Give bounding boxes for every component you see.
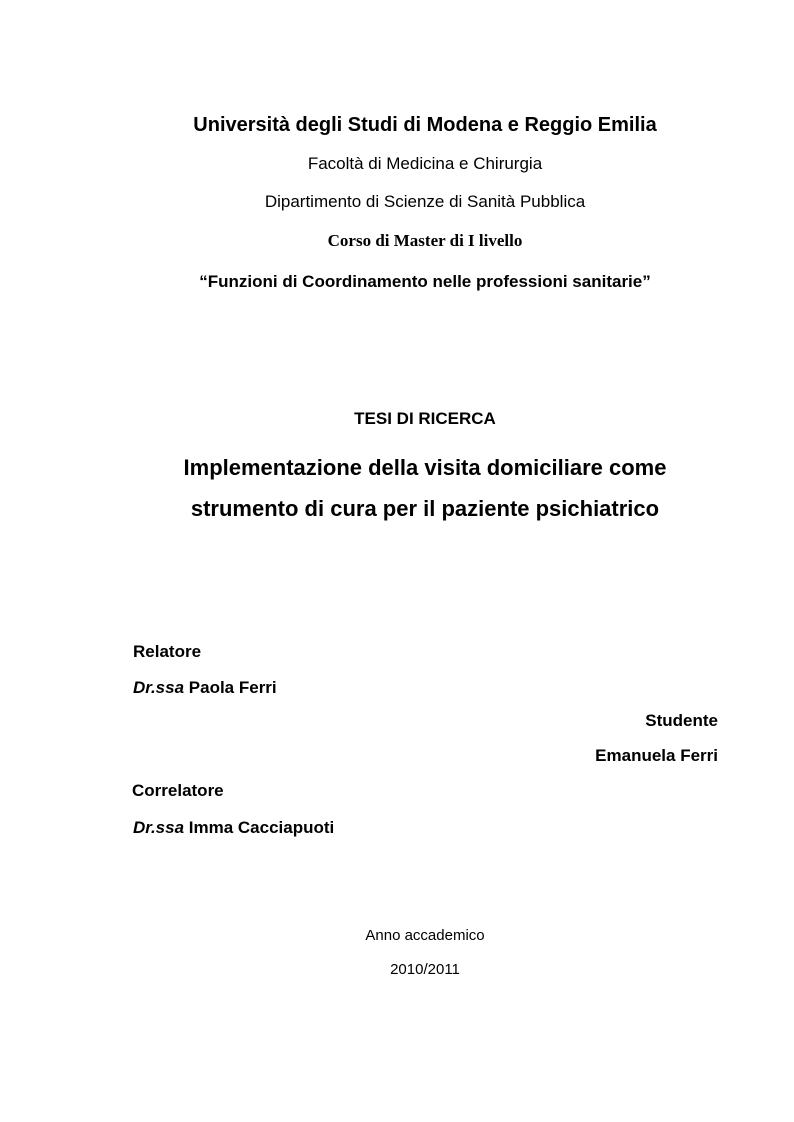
university-name: Università degli Studi di Modena e Reggio Emilia <box>193 114 657 136</box>
correlatore-name-line <box>133 819 334 836</box>
thesis-type: TESI DI RICERCA <box>354 409 496 428</box>
relatore-label: Relatore <box>133 642 202 661</box>
thesis-title-line-1: Implementazione della visita domiciliare come <box>183 455 667 480</box>
academic-year: 2010/2011 <box>390 961 460 978</box>
department-name: Dipartimento di Scienze di Sanità Pubblica <box>264 192 586 211</box>
correlatore-name: Imma Cacciapuoti <box>184 818 335 837</box>
course-name: Corso di Master di I livello <box>327 231 523 250</box>
studente-name: Emanuela Ferri <box>595 746 718 765</box>
academic-year-label: Anno accademico <box>365 927 485 944</box>
correlatore-label: Correlatore <box>132 781 224 800</box>
relatore-name: Paola Ferri <box>184 678 277 697</box>
faculty-name: Facoltà di Medicina e Chirurgia <box>307 154 543 173</box>
thesis-title-line-2: strumento di cura per il paziente psichiatrico <box>190 496 660 521</box>
relatore-title: Dr.ssa <box>133 678 185 697</box>
correlatore-title: Dr.ssa <box>133 818 185 837</box>
relatore-name-line <box>133 679 277 696</box>
master-title: “Funzioni di Coordinamento nelle professioni sanitarie” <box>199 272 651 291</box>
studente-label: Studente <box>645 711 718 730</box>
